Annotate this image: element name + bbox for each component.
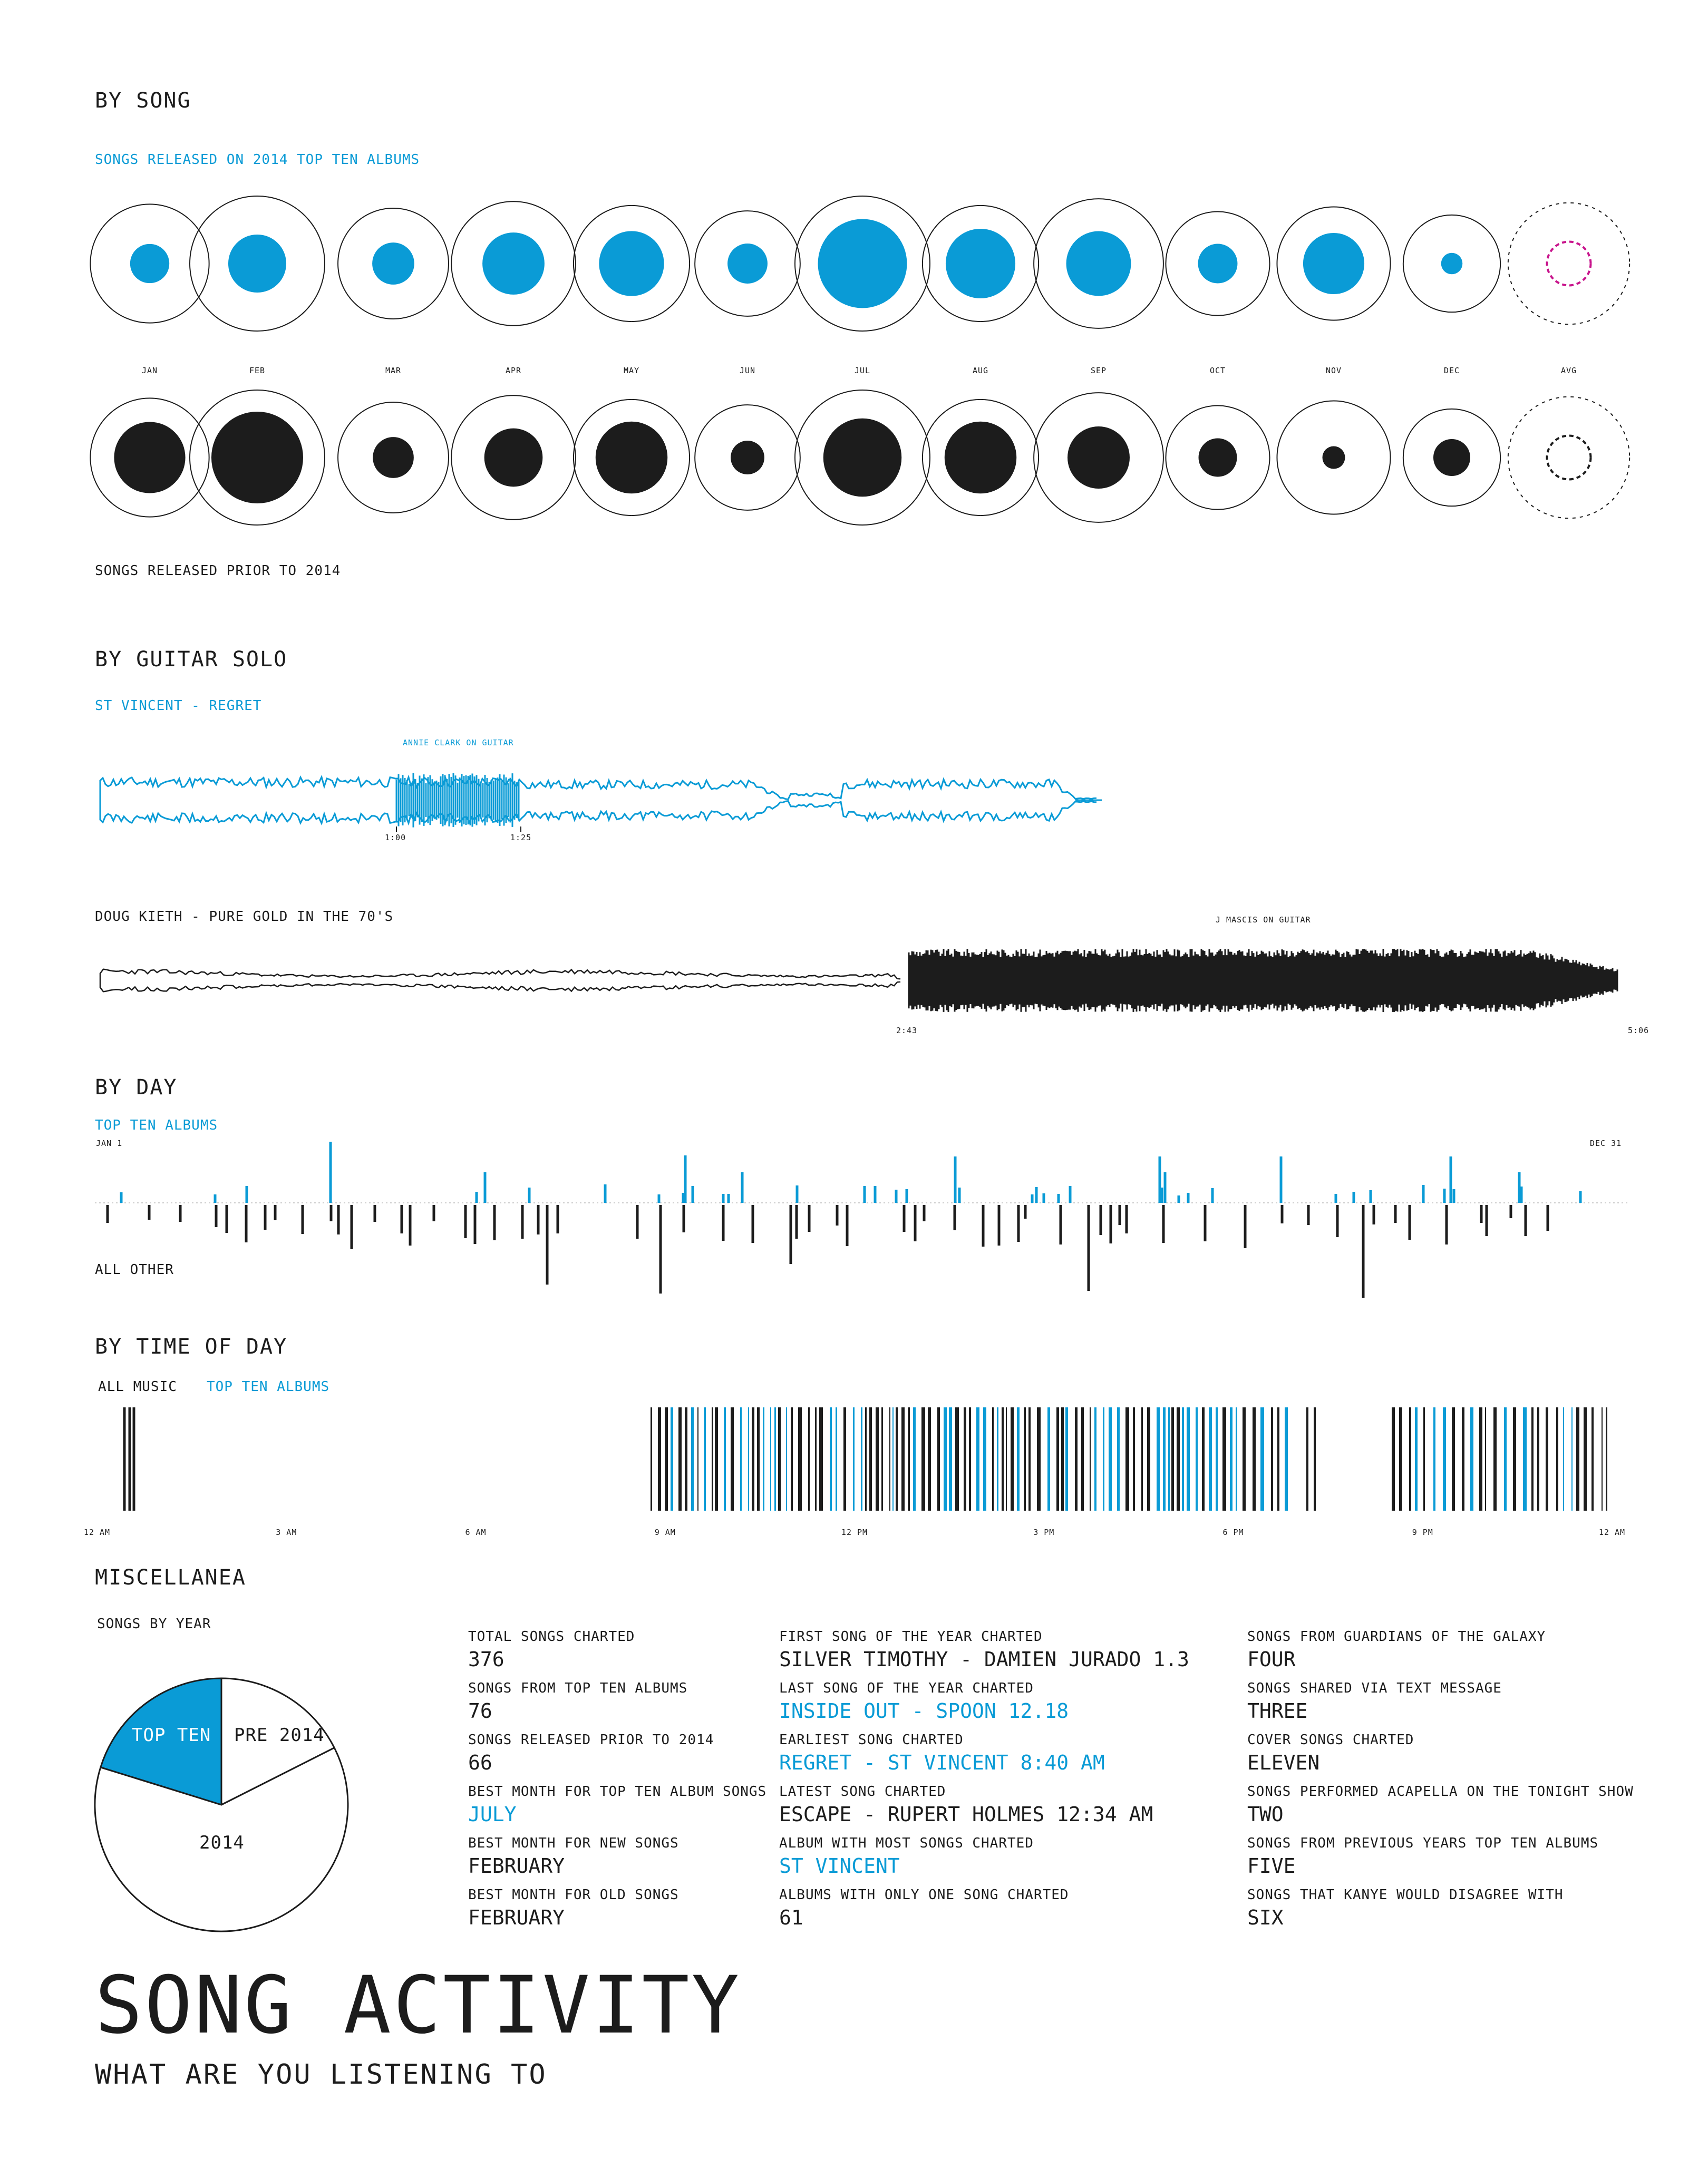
by-song-top-label: SONGS RELEASED ON 2014 TOP TEN ALBUMS bbox=[95, 152, 420, 168]
top-inner-circle-jan bbox=[130, 244, 169, 283]
time-of-day-bar bbox=[1056, 1407, 1059, 1511]
stat-label: SONGS SHARED VIA TEXT MESSAGE bbox=[1247, 1680, 1502, 1696]
stat-label: SONGS FROM GUARDIANS OF THE GALAXY bbox=[1247, 1629, 1546, 1645]
time-of-day-bar bbox=[791, 1407, 793, 1511]
top-inner-circle-oct bbox=[1198, 244, 1238, 284]
regret-song-label: ST VINCENT - REGRET bbox=[95, 698, 262, 714]
bottom-inner-circle-oct bbox=[1199, 439, 1237, 477]
time-of-day-top-ten-bar bbox=[1017, 1407, 1020, 1511]
month-label-avg: AVG bbox=[1560, 366, 1577, 375]
stat-value: FIVE bbox=[1247, 1854, 1296, 1878]
stat-label: LAST SONG OF THE YEAR CHARTED bbox=[779, 1680, 1034, 1696]
time-of-day-bar bbox=[843, 1407, 846, 1511]
time-of-day-bar bbox=[1479, 1407, 1482, 1511]
stat-label: LATEST SONG CHARTED bbox=[779, 1784, 946, 1800]
top-inner-circle-feb bbox=[228, 235, 286, 293]
time-of-day-bar bbox=[1024, 1407, 1026, 1511]
time-of-day-top-ten-bar bbox=[1415, 1407, 1418, 1511]
section-heading-by-guitar-solo: BY GUITAR SOLO bbox=[95, 647, 288, 672]
time-of-day-bar bbox=[964, 1407, 966, 1511]
top-inner-circle-sep bbox=[1066, 231, 1131, 296]
time-of-day-top-ten-bar bbox=[774, 1407, 776, 1511]
stat-value: THREE bbox=[1247, 1699, 1308, 1723]
time-of-day-top-ten-bar bbox=[770, 1407, 771, 1511]
bottom-inner-circle-jun bbox=[731, 441, 764, 474]
stat-value: SIX bbox=[1247, 1906, 1284, 1929]
time-of-day-top-ten-bar bbox=[704, 1407, 706, 1511]
regret-tick-1: 1:00 bbox=[385, 833, 406, 842]
time-of-day-bar bbox=[1531, 1407, 1534, 1511]
time-of-day-top-ten-bar bbox=[830, 1407, 832, 1511]
stat-value: 61 bbox=[779, 1906, 803, 1929]
time-of-day-bar bbox=[1271, 1407, 1273, 1511]
time-of-day-top-ten-bar bbox=[1470, 1407, 1473, 1511]
time-of-day-bar bbox=[1399, 1407, 1402, 1511]
by-day-top-series-label: TOP TEN ALBUMS bbox=[95, 1117, 218, 1133]
time-of-day-top-ten-bar bbox=[671, 1407, 673, 1511]
time-of-day-top-ten-bar bbox=[1260, 1407, 1264, 1511]
time-of-day-bar bbox=[808, 1407, 810, 1511]
month-label-oct: OCT bbox=[1209, 366, 1226, 375]
time-of-day-top-ten-bar bbox=[1196, 1407, 1198, 1511]
time-of-day-bar bbox=[1423, 1407, 1425, 1511]
time-of-day-bar bbox=[865, 1407, 867, 1511]
time-of-day-bar bbox=[1253, 1407, 1256, 1511]
time-of-day-bar bbox=[1392, 1407, 1395, 1511]
bottom-inner-circle-jan bbox=[114, 422, 185, 493]
time-of-day-top-ten-bar bbox=[1094, 1407, 1096, 1511]
time-of-day-top-ten-bar bbox=[1168, 1407, 1170, 1511]
time-of-day-bar bbox=[778, 1407, 781, 1511]
time-of-day-bar bbox=[697, 1407, 698, 1511]
stat-label: FIRST SONG OF THE YEAR CHARTED bbox=[779, 1629, 1043, 1645]
time-of-day-bar bbox=[1546, 1407, 1548, 1511]
time-of-day-top-ten-bar bbox=[892, 1407, 894, 1511]
time-of-day-bar bbox=[1133, 1407, 1135, 1511]
regret-waveform-bottom bbox=[100, 800, 1096, 823]
pure-gold-tick-1: 2:43 bbox=[896, 1026, 918, 1035]
time-of-day-bar bbox=[1002, 1407, 1004, 1511]
time-tick-label: 3 AM bbox=[276, 1528, 297, 1537]
time-of-day-bar bbox=[1537, 1407, 1539, 1511]
time-of-day-bar bbox=[921, 1407, 925, 1511]
bottom-outer-circle-avg bbox=[1508, 397, 1629, 518]
time-of-day-top-ten-bar bbox=[1523, 1407, 1527, 1511]
time-of-day-bar bbox=[1141, 1407, 1143, 1511]
time-of-day-top-ten-bar bbox=[944, 1407, 947, 1511]
time-of-day-top-ten-bar bbox=[913, 1407, 916, 1511]
month-label-jan: JAN bbox=[141, 366, 158, 375]
pure-gold-tick-2: 5:06 bbox=[1628, 1026, 1649, 1035]
time-of-day-bar bbox=[1513, 1407, 1516, 1511]
time-tick-label: 12 PM bbox=[841, 1528, 868, 1537]
time-of-day-bar bbox=[969, 1407, 971, 1511]
time-of-day-top-ten-bar bbox=[1216, 1407, 1218, 1511]
time-of-day-bar bbox=[658, 1407, 661, 1511]
time-of-day-bar bbox=[685, 1407, 687, 1511]
time-of-day-top-ten-bar bbox=[1163, 1407, 1166, 1511]
stat-value: 376 bbox=[468, 1648, 504, 1671]
top-inner-circle-dec bbox=[1441, 253, 1463, 275]
time-of-day-top-ten-bar bbox=[976, 1407, 979, 1511]
pure-gold-annotation: J MASCIS ON GUITAR bbox=[1216, 915, 1311, 925]
stat-value: ST VINCENT bbox=[779, 1854, 900, 1878]
month-label-dec: DEC bbox=[1443, 366, 1460, 375]
month-label-may: MAY bbox=[623, 366, 640, 375]
time-of-day-bar bbox=[928, 1407, 931, 1511]
time-of-day-top-ten-bar bbox=[1109, 1407, 1112, 1511]
time-of-day-bar bbox=[1061, 1407, 1064, 1511]
time-of-day-bar bbox=[1011, 1407, 1014, 1511]
time-of-day-bar bbox=[1485, 1407, 1486, 1511]
time-of-day-bar bbox=[889, 1407, 890, 1511]
month-label-aug: AUG bbox=[972, 366, 989, 375]
month-label-jul: JUL bbox=[854, 366, 871, 375]
bottom-inner-circle-feb bbox=[211, 412, 303, 503]
time-of-day-top-ten-bar bbox=[1065, 1407, 1068, 1511]
time-tick-label: 3 PM bbox=[1033, 1528, 1055, 1537]
time-of-day-bar bbox=[798, 1407, 802, 1511]
pure-gold-waveform-top bbox=[100, 969, 900, 980]
time-of-day-top-ten-bar bbox=[949, 1407, 952, 1511]
time-of-day-bar bbox=[1075, 1407, 1078, 1511]
time-of-day-bar bbox=[1409, 1407, 1411, 1511]
stat-label: TOTAL SONGS CHARTED bbox=[468, 1629, 635, 1645]
top-inner-circle-apr bbox=[482, 232, 545, 295]
time-of-day-top-ten-bar bbox=[1117, 1407, 1120, 1511]
top-inner-circle-mar bbox=[372, 242, 414, 285]
time-tick-label: 9 AM bbox=[654, 1528, 676, 1537]
stat-value: 66 bbox=[468, 1751, 492, 1774]
bottom-inner-circle-mar bbox=[373, 437, 414, 478]
pie-label-pre-2014: PRE 2014 bbox=[234, 1725, 325, 1746]
month-label-jun: JUN bbox=[739, 366, 756, 375]
time-of-day-bar bbox=[881, 1407, 883, 1511]
stat-label: SONGS RELEASED PRIOR TO 2014 bbox=[468, 1732, 714, 1748]
time-tick-label: 12 AM bbox=[1598, 1528, 1626, 1537]
time-of-day-bar bbox=[1090, 1407, 1091, 1511]
time-of-day-top-ten-bar bbox=[1187, 1407, 1190, 1511]
stat-value: INSIDE OUT - SPOON 12.18 bbox=[779, 1699, 1069, 1723]
bottom-inner-circle-sep bbox=[1068, 426, 1130, 489]
stat-label: BEST MONTH FOR NEW SONGS bbox=[468, 1835, 679, 1851]
time-of-day-bar bbox=[715, 1407, 718, 1511]
time-of-day-bar bbox=[678, 1407, 682, 1511]
pie-label-2014: 2014 bbox=[199, 1832, 245, 1853]
by-song-bottom-label: SONGS RELEASED PRIOR TO 2014 bbox=[95, 563, 341, 579]
regret-annotation: ANNIE CLARK ON GUITAR bbox=[403, 738, 514, 747]
stat-label: SONGS FROM TOP TEN ALBUMS bbox=[468, 1680, 688, 1696]
stat-value: ESCAPE - RUPERT HOLMES 12:34 AM bbox=[779, 1803, 1153, 1826]
time-of-day-bar bbox=[1602, 1407, 1603, 1511]
time-of-day-bar bbox=[665, 1407, 668, 1511]
top-inner-circle-avg bbox=[1547, 242, 1591, 286]
time-of-day-top-ten-bar bbox=[1433, 1407, 1435, 1511]
bottom-inner-circle-avg bbox=[1547, 436, 1591, 480]
time-of-day-top-ten-bar bbox=[1236, 1407, 1237, 1511]
time-of-day-bar bbox=[1222, 1407, 1226, 1511]
stat-label: ALBUM WITH MOST SONGS CHARTED bbox=[779, 1835, 1034, 1851]
by-day-end-label: DEC 31 bbox=[1590, 1139, 1622, 1148]
time-tick-label: 9 PM bbox=[1412, 1528, 1433, 1537]
time-of-day-bar bbox=[1243, 1407, 1246, 1511]
top-inner-circle-jul bbox=[818, 219, 907, 308]
stat-label: BEST MONTH FOR OLD SONGS bbox=[468, 1887, 679, 1903]
time-of-day-top-ten-bar bbox=[1157, 1407, 1160, 1511]
time-of-day-top-ten-bar bbox=[983, 1407, 986, 1511]
time-of-day-bar bbox=[1177, 1407, 1180, 1511]
time-of-day-bar bbox=[1202, 1407, 1205, 1511]
section-heading-by-day: BY DAY bbox=[95, 1075, 178, 1100]
time-of-day-top-ten-bar bbox=[1230, 1407, 1233, 1511]
time-of-day-bar bbox=[1591, 1407, 1594, 1511]
time-of-day-top-ten-bar bbox=[1047, 1407, 1050, 1511]
top-outer-circle-avg bbox=[1508, 203, 1629, 324]
time-of-day-bar bbox=[757, 1407, 760, 1511]
time-of-day-bar bbox=[955, 1407, 959, 1511]
regret-waveform-top bbox=[100, 777, 1096, 800]
time-of-day-bar bbox=[908, 1407, 910, 1511]
time-of-day-bar bbox=[901, 1407, 905, 1511]
month-label-mar: MAR bbox=[385, 366, 402, 375]
time-of-day-bar bbox=[1493, 1407, 1497, 1511]
legend-top-ten-albums: TOP TEN ALBUMS bbox=[207, 1379, 330, 1395]
time-of-day-bar bbox=[1576, 1407, 1579, 1511]
bottom-inner-circle-jul bbox=[823, 419, 901, 497]
stat-label: SONGS PERFORMED ACAPELLA ON THE TONIGHT SHOW bbox=[1247, 1784, 1634, 1800]
stat-value: 76 bbox=[468, 1699, 492, 1723]
songs-by-year-title: SONGS BY YEAR bbox=[97, 1616, 211, 1632]
month-label-apr: APR bbox=[505, 366, 522, 375]
time-of-day-bar bbox=[869, 1407, 872, 1511]
pie-label-top-ten: TOP TEN bbox=[132, 1725, 211, 1746]
time-of-day-bar bbox=[1584, 1407, 1587, 1511]
time-of-day-top-ten-bar bbox=[786, 1407, 787, 1511]
time-of-day-top-ten-bar bbox=[740, 1407, 742, 1511]
time-of-day-top-ten-bar bbox=[763, 1407, 764, 1511]
time-of-day-bar bbox=[992, 1407, 994, 1511]
time-of-day-top-ten-bar bbox=[724, 1407, 726, 1511]
time-of-day-bar bbox=[1556, 1407, 1558, 1511]
time-of-day-top-ten-bar bbox=[748, 1407, 749, 1511]
top-inner-circle-nov bbox=[1303, 233, 1364, 294]
time-of-day-top-ten-bar bbox=[1571, 1407, 1573, 1511]
time-of-day-bar bbox=[651, 1407, 652, 1511]
by-day-start-label: JAN 1 bbox=[96, 1139, 123, 1148]
time-of-day-bar bbox=[1081, 1407, 1084, 1511]
regret-tick-2: 1:25 bbox=[510, 833, 532, 842]
stat-label: EARLIEST SONG CHARTED bbox=[779, 1732, 964, 1748]
time-of-day-bar bbox=[712, 1407, 713, 1511]
stat-value: REGRET - ST VINCENT 8:40 AM bbox=[779, 1751, 1105, 1774]
time-tick-label: 6 PM bbox=[1222, 1528, 1244, 1537]
stat-value: FEBRUARY bbox=[468, 1854, 565, 1878]
time-of-day-top-ten-bar bbox=[836, 1407, 837, 1511]
time-of-day-bar bbox=[876, 1407, 879, 1511]
time-of-day-top-ten-bar bbox=[997, 1407, 998, 1511]
stat-value: FEBRUARY bbox=[468, 1906, 565, 1929]
bottom-inner-circle-nov bbox=[1322, 446, 1345, 469]
top-inner-circle-jun bbox=[727, 244, 768, 284]
stat-label: ALBUMS WITH ONLY ONE SONG CHARTED bbox=[779, 1887, 1069, 1903]
time-of-day-top-ten-bar bbox=[1504, 1407, 1507, 1511]
bottom-inner-circle-aug bbox=[945, 422, 1016, 493]
time-of-day-top-ten-bar bbox=[1103, 1407, 1104, 1511]
stat-value: TWO bbox=[1247, 1803, 1284, 1826]
section-heading-by-time-of-day: BY TIME OF DAY bbox=[95, 1335, 288, 1359]
bottom-inner-circle-may bbox=[596, 422, 667, 493]
stat-label: COVER SONGS CHARTED bbox=[1247, 1732, 1414, 1748]
stat-label: BEST MONTH FOR TOP TEN ALBUM SONGS bbox=[468, 1784, 767, 1800]
time-of-day-top-ten-bar bbox=[1563, 1407, 1564, 1511]
time-of-day-top-ten-bar bbox=[691, 1407, 694, 1511]
time-of-day-bar bbox=[731, 1407, 734, 1511]
section-heading-miscellanea: MISCELLANEA bbox=[95, 1566, 246, 1590]
time-of-day-bar bbox=[815, 1407, 817, 1511]
pure-gold-waveform-bottom bbox=[100, 980, 900, 991]
bottom-inner-circle-dec bbox=[1433, 439, 1470, 476]
time-of-day-bar bbox=[1006, 1407, 1007, 1511]
page-title: SONG ACTIVITY bbox=[95, 1960, 741, 2051]
time-of-day-bar bbox=[1125, 1407, 1129, 1511]
time-of-day-bar bbox=[819, 1407, 823, 1511]
time-of-day-bar bbox=[1452, 1407, 1455, 1511]
bottom-inner-circle-apr bbox=[484, 429, 543, 487]
time-of-day-bar bbox=[1171, 1407, 1174, 1511]
time-of-day-bar bbox=[937, 1407, 940, 1511]
time-of-day-bar bbox=[1028, 1407, 1031, 1511]
month-label-sep: SEP bbox=[1090, 366, 1107, 375]
month-label-feb: FEB bbox=[249, 366, 266, 375]
time-of-day-bar bbox=[896, 1407, 898, 1511]
time-of-day-bar bbox=[1147, 1407, 1150, 1511]
time-of-day-bar bbox=[1277, 1407, 1279, 1511]
by-day-bottom-series-label: ALL OTHER bbox=[95, 1262, 174, 1278]
time-of-day-top-ten-bar bbox=[1285, 1407, 1288, 1511]
section-heading-by-song: BY SONG bbox=[95, 89, 191, 113]
time-tick-label: 6 AM bbox=[465, 1528, 487, 1537]
stat-value: JULY bbox=[468, 1803, 517, 1826]
time-of-day-top-ten-bar bbox=[853, 1407, 855, 1511]
time-of-day-bar bbox=[1037, 1407, 1041, 1511]
time-of-day-bar bbox=[752, 1407, 754, 1511]
stat-value: ELEVEN bbox=[1247, 1751, 1320, 1774]
time-of-day-bar bbox=[1606, 1407, 1607, 1511]
top-inner-circle-aug bbox=[946, 229, 1015, 298]
page-subtitle: WHAT ARE YOU LISTENING TO bbox=[95, 2059, 547, 2091]
month-label-nov: NOV bbox=[1325, 366, 1342, 375]
time-of-day-top-ten-bar bbox=[861, 1407, 862, 1511]
time-of-day-top-ten-bar bbox=[1443, 1407, 1446, 1511]
stat-value: SILVER TIMOTHY - DAMIEN JURADO 1.3 bbox=[779, 1648, 1189, 1671]
time-tick-label: 12 AM bbox=[83, 1528, 111, 1537]
time-of-day-bar bbox=[1462, 1407, 1464, 1511]
pure-gold-song-label: DOUG KIETH - PURE GOLD IN THE 70'S bbox=[95, 909, 394, 925]
legend-all-music: ALL MUSIC bbox=[98, 1379, 177, 1395]
stat-value: FOUR bbox=[1247, 1648, 1296, 1671]
top-inner-circle-may bbox=[599, 231, 664, 296]
time-of-day-top-ten-bar bbox=[1209, 1407, 1212, 1511]
time-of-day-top-ten-bar bbox=[1182, 1407, 1184, 1511]
stat-label: SONGS FROM PREVIOUS YEARS TOP TEN ALBUMS bbox=[1247, 1835, 1599, 1851]
stat-label: SONGS THAT KANYE WOULD DISAGREE WITH bbox=[1247, 1887, 1564, 1903]
